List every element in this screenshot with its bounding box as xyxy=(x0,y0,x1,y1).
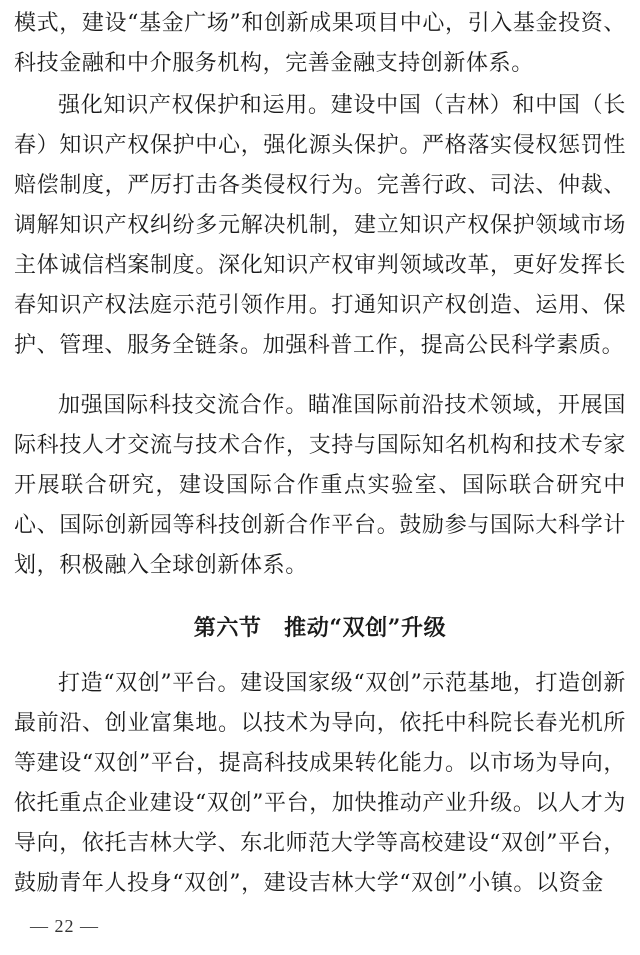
paragraph-international-cooperation: 加强国际科技交流合作。瞄准国际前沿技术领域，开展国际科技人才交流与技术合作，支持与国际知名机构和技术专家开展联合研究，建设国际合作重点实验室、国际联合研究中心、国际创新园等科技创新合作平台。鼓励参与国际大科学计划，积极融入全球创新体系。 xyxy=(14,393,626,578)
page-number: — 22 — xyxy=(30,916,99,936)
section-heading: 第六节 推动“双创”升级 xyxy=(193,615,447,641)
paragraph-ip-protection: 强化知识产权保护和运用。建设中国（吉林）和中国（长春）知识产权保护中心，强化源头保护。严格落实侵权惩罚性赔偿制度，严厉打击各类侵权行为。完善行政、司法、仲裁、调解知识产权纠纷多元解决机制，建立知识产权保护领域市场主体诚信档案制度。深化知识产权审判领域改革，更好发挥长春知识产权法庭示范引领作用。打通知识产权创造、运用、保护、管理、服务全链条。加强科普工作，提高公民科学素质。 xyxy=(14,93,626,358)
paragraph-shuangchuang-platform: 打造“双创”平台。建设国家级“双创”示范基地，打造创新最前沿、创业富集地。以技术为导向，依托中科院长春光机所等建设“双创”平台，提高科技成果转化能力。以市场为导向，依托重点企业建设“双创”平台，加快推动产业升级。以人才为导向，依托吉林大学、东北师范大学等高校建设“双创”平台，鼓励青年人投身“双创”，建设吉林大学“双创”小镇。以资金 xyxy=(14,671,626,896)
paragraph-finance-support: 模式，建设“基金广场”和创新成果项目中心，引入基金投资、科技金融和中介服务机构，完善金融支持创新体系。 xyxy=(14,11,626,76)
